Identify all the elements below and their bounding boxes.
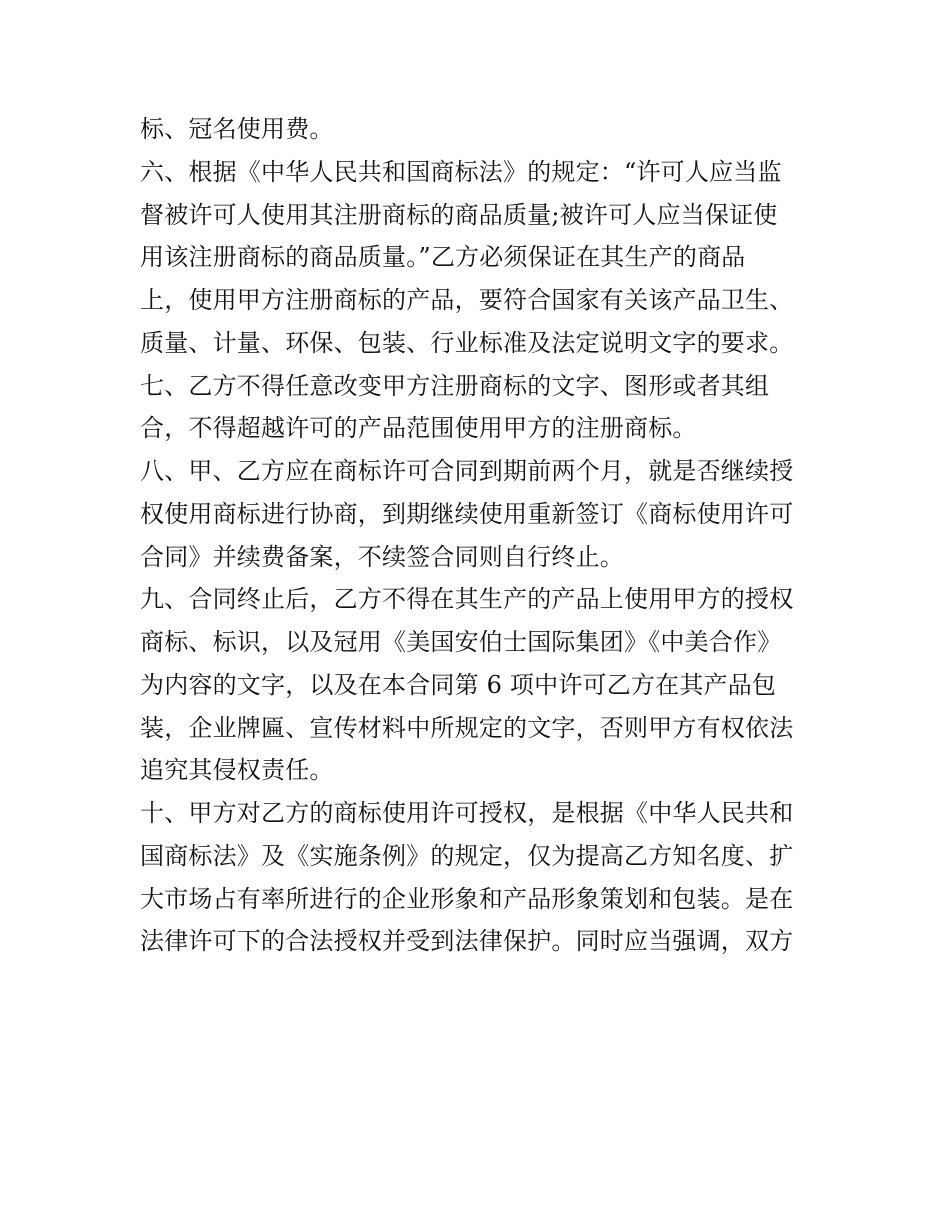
text-line: 上，使用甲方注册商标的产品，要符合国家有关该产品卫生、	[140, 286, 794, 314]
text-line: 六、根据《中华人民共和国商标法》的规定：“许可人应当监	[140, 157, 782, 186]
text-line: 权使用商标进行协商，到期继续使用重新签订《商标使用许可	[140, 499, 794, 528]
text-line: 用该注册商标的商品质量。”乙方必须保证在其生产的商品	[140, 243, 746, 272]
text-line: 合同》并续费备案，不续签合同则自行终止。	[140, 542, 624, 571]
document-body	[140, 108, 820, 963]
text-line: 九、合同终止后，乙方不得在其生产的产品上使用甲方的授权	[140, 585, 794, 614]
text-line: 八、甲、乙方应在商标许可合同到期前两个月，就是否继续授	[140, 457, 794, 485]
text-line: 大市场占有率所进行的企业形象和产品形象策划和包装。是在	[140, 884, 794, 913]
text-line: 法律许可下的合法授权并受到法律保护。同时应当强调，双方	[140, 927, 794, 956]
text-line: 十、甲方对乙方的商标使用许可授权，是根据《中华人民共和	[140, 799, 794, 827]
text-line: 督被许可人使用其注册商标的商品质量;被许可人应当保证使	[140, 200, 778, 229]
text-line: 追究其侵权责任。	[140, 756, 334, 785]
text-line: 七、乙方不得任意改变甲方注册商标的文字、图形或者其组	[140, 371, 770, 400]
text-line: 质量、计量、环保、包装、行业标准及法定说明文字的要求。	[140, 328, 794, 357]
text-line: 装，企业牌匾、宣传材料中所规定的文字，否则甲方有权依法	[140, 713, 794, 742]
text-line: 标、冠名使用费。	[140, 115, 334, 143]
text-line: 合，不得超越许可的产品范围使用甲方的注册商标。	[140, 414, 697, 443]
text-line: 商标、标识，以及冠用《美国安伯士国际集团》《中美合作》	[140, 628, 782, 656]
text-line: 国商标法》及《实施条例》的规定，仅为提高乙方知名度、扩	[140, 841, 794, 870]
text-line: 为内容的文字，以及在本合同第 6 项中许可乙方在其产品包	[140, 670, 777, 699]
